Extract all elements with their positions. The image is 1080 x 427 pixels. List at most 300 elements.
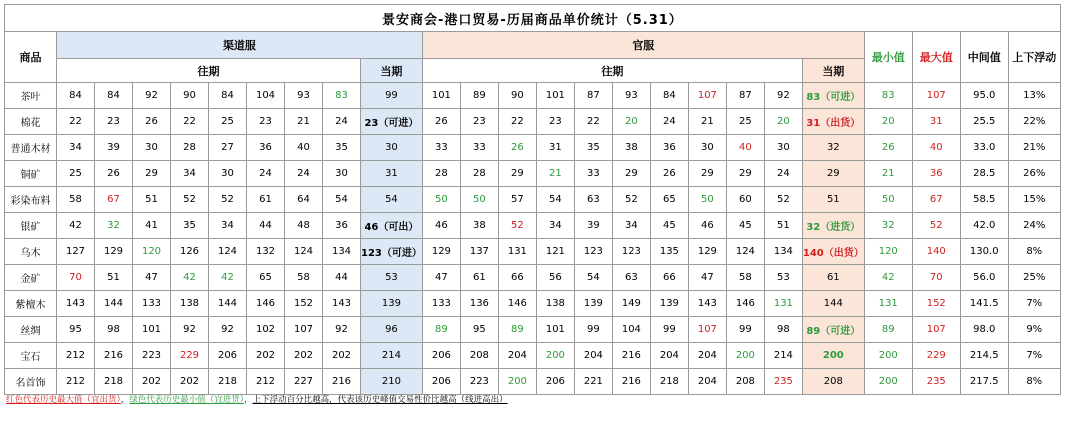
channel-current-price: 23（可进） xyxy=(361,109,423,135)
max-value-cell: 36 xyxy=(912,161,960,187)
official-past-price: 98 xyxy=(764,317,802,343)
official-past-price: 57 xyxy=(498,187,536,213)
official-past-price: 36 xyxy=(650,135,688,161)
official-current-price: 83（可进） xyxy=(802,83,864,109)
fluctuation-cell: 13% xyxy=(1008,83,1060,109)
item-name-cell: 宝石 xyxy=(5,343,57,369)
max-value-cell: 107 xyxy=(912,317,960,343)
official-past-price: 235 xyxy=(764,369,802,395)
official-past-price: 26 xyxy=(498,135,536,161)
official-current-header: 当期 xyxy=(802,59,864,83)
channel-server-header: 渠道服 xyxy=(57,32,423,59)
channel-past-price: 36 xyxy=(323,213,361,239)
median-value-cell: 130.0 xyxy=(960,239,1008,265)
channel-past-price: 47 xyxy=(133,265,171,291)
channel-past-price: 90 xyxy=(171,83,209,109)
channel-past-price: 42 xyxy=(171,265,209,291)
official-past-price: 40 xyxy=(726,135,764,161)
official-past-price: 95 xyxy=(460,317,498,343)
median-value-cell: 25.5 xyxy=(960,109,1008,135)
channel-past-price: 24 xyxy=(285,161,323,187)
fluctuation-cell: 8% xyxy=(1008,369,1060,395)
channel-current-price: 123（可进） xyxy=(361,239,423,265)
channel-past-price: 61 xyxy=(247,187,285,213)
min-value-cell: 200 xyxy=(864,343,912,369)
channel-past-price: 67 xyxy=(95,187,133,213)
official-past-price: 136 xyxy=(460,291,498,317)
official-past-price: 146 xyxy=(726,291,764,317)
official-past-price: 58 xyxy=(726,265,764,291)
channel-past-price: 98 xyxy=(95,317,133,343)
max-value-cell: 140 xyxy=(912,239,960,265)
channel-past-price: 101 xyxy=(133,317,171,343)
official-past-price: 218 xyxy=(650,369,688,395)
official-past-price: 28 xyxy=(422,161,460,187)
legend-red-text: 红色代表历史最大值（宜出货） xyxy=(6,395,121,405)
official-past-price: 208 xyxy=(460,343,498,369)
channel-past-price: 30 xyxy=(323,161,361,187)
official-past-price: 20 xyxy=(764,109,802,135)
channel-past-price: 129 xyxy=(95,239,133,265)
channel-past-price: 138 xyxy=(171,291,209,317)
item-name-cell: 银矿 xyxy=(5,213,57,239)
legend-black-text: 上下浮动百分比越高，代表该历史峰值交易性价比越高（线进高出） xyxy=(252,395,508,405)
channel-past-price: 21 xyxy=(285,109,323,135)
channel-past-price: 212 xyxy=(57,369,95,395)
official-past-price: 123 xyxy=(612,239,650,265)
official-past-price: 63 xyxy=(574,187,612,213)
official-past-price: 146 xyxy=(498,291,536,317)
official-past-price: 134 xyxy=(764,239,802,265)
table-row xyxy=(5,109,1061,135)
official-past-price: 61 xyxy=(460,265,498,291)
official-past-price: 34 xyxy=(612,213,650,239)
official-past-price: 107 xyxy=(688,317,726,343)
fluctuation-cell: 25% xyxy=(1008,265,1060,291)
legend-separator: ， xyxy=(120,395,130,405)
table-row xyxy=(5,187,1061,213)
official-past-price: 33 xyxy=(460,135,498,161)
channel-past-price: 124 xyxy=(285,239,323,265)
channel-past-price: 24 xyxy=(323,109,361,135)
channel-past-price: 42 xyxy=(57,213,95,239)
official-past-price: 99 xyxy=(726,317,764,343)
median-header: 中间值 xyxy=(960,32,1008,83)
official-past-price: 52 xyxy=(612,187,650,213)
official-current-price: 200 xyxy=(802,343,864,369)
official-past-price: 54 xyxy=(536,187,574,213)
channel-past-price: 92 xyxy=(171,317,209,343)
min-value-cell: 32 xyxy=(864,213,912,239)
max-value-cell: 70 xyxy=(912,265,960,291)
min-value-cell: 20 xyxy=(864,109,912,135)
channel-past-price: 51 xyxy=(95,265,133,291)
channel-past-price: 216 xyxy=(95,343,133,369)
channel-past-price: 65 xyxy=(247,265,285,291)
official-past-price: 101 xyxy=(422,83,460,109)
official-past-price: 56 xyxy=(536,265,574,291)
channel-past-price: 26 xyxy=(133,109,171,135)
channel-past-price: 23 xyxy=(95,109,133,135)
official-past-price: 20 xyxy=(612,109,650,135)
channel-past-price: 104 xyxy=(247,83,285,109)
channel-past-price: 36 xyxy=(247,135,285,161)
channel-past-price: 202 xyxy=(133,369,171,395)
table-row xyxy=(5,83,1061,109)
official-past-price: 46 xyxy=(688,213,726,239)
max-value-cell: 235 xyxy=(912,369,960,395)
median-value-cell: 95.0 xyxy=(960,83,1008,109)
official-past-price: 216 xyxy=(612,369,650,395)
channel-past-price: 34 xyxy=(57,135,95,161)
item-name-cell: 紫檀木 xyxy=(5,291,57,317)
channel-past-price: 120 xyxy=(133,239,171,265)
channel-past-price: 126 xyxy=(171,239,209,265)
channel-past-price: 127 xyxy=(57,239,95,265)
legend-green-text: 绿色代表历史最小值（宜进货） xyxy=(129,395,245,405)
channel-past-price: 202 xyxy=(247,343,285,369)
official-past-price: 138 xyxy=(536,291,574,317)
channel-past-price: 39 xyxy=(95,135,133,161)
official-past-price: 131 xyxy=(764,291,802,317)
item-name-cell: 彩染布料 xyxy=(5,187,57,213)
max-value-cell: 31 xyxy=(912,109,960,135)
channel-past-price: 70 xyxy=(57,265,95,291)
official-past-price: 60 xyxy=(726,187,764,213)
channel-current-price: 99 xyxy=(361,83,423,109)
channel-past-price: 134 xyxy=(323,239,361,265)
official-past-price: 204 xyxy=(688,369,726,395)
channel-past-price: 144 xyxy=(209,291,247,317)
official-past-price: 38 xyxy=(612,135,650,161)
item-name-cell: 金矿 xyxy=(5,265,57,291)
fluctuation-cell: 24% xyxy=(1008,213,1060,239)
channel-past-price: 218 xyxy=(95,369,133,395)
channel-past-price: 229 xyxy=(171,343,209,369)
official-past-price: 204 xyxy=(498,343,536,369)
channel-past-price: 206 xyxy=(209,343,247,369)
official-past-price: 137 xyxy=(460,239,498,265)
official-past-price: 30 xyxy=(688,135,726,161)
item-name-cell: 名首饰 xyxy=(5,369,57,395)
official-past-price: 30 xyxy=(764,135,802,161)
official-past-price: 21 xyxy=(688,109,726,135)
fluctuation-cell: 26% xyxy=(1008,161,1060,187)
channel-past-price: 218 xyxy=(209,369,247,395)
spreadsheet xyxy=(4,4,1061,395)
min-value-cell: 42 xyxy=(864,265,912,291)
official-past-price: 26 xyxy=(650,161,688,187)
official-past-price: 29 xyxy=(498,161,536,187)
max-value-cell: 40 xyxy=(912,135,960,161)
official-past-price: 204 xyxy=(650,343,688,369)
official-current-price: 31（出货） xyxy=(802,109,864,135)
official-current-price: 32（进货） xyxy=(802,213,864,239)
channel-past-price: 102 xyxy=(247,317,285,343)
channel-past-price: 92 xyxy=(209,317,247,343)
channel-current-price: 210 xyxy=(361,369,423,395)
official-past-price: 87 xyxy=(574,83,612,109)
official-past-price: 52 xyxy=(764,187,802,213)
official-past-price: 139 xyxy=(574,291,612,317)
official-current-price: 208 xyxy=(802,369,864,395)
official-past-price: 29 xyxy=(726,161,764,187)
min-value-cell: 21 xyxy=(864,161,912,187)
channel-past-price: 22 xyxy=(57,109,95,135)
median-value-cell: 141.5 xyxy=(960,291,1008,317)
channel-past-price: 30 xyxy=(209,161,247,187)
official-past-price: 45 xyxy=(650,213,688,239)
channel-current-price: 214 xyxy=(361,343,423,369)
channel-past-price: 216 xyxy=(323,369,361,395)
min-value-cell: 89 xyxy=(864,317,912,343)
channel-current-price: 96 xyxy=(361,317,423,343)
official-past-price: 131 xyxy=(498,239,536,265)
official-current-price: 89（可进） xyxy=(802,317,864,343)
channel-past-price: 212 xyxy=(57,343,95,369)
official-server-header: 官服 xyxy=(422,32,864,59)
official-past-price: 89 xyxy=(422,317,460,343)
official-past-header: 往期 xyxy=(422,59,802,83)
min-value-cell: 50 xyxy=(864,187,912,213)
channel-past-price: 95 xyxy=(57,317,95,343)
max-value-cell: 152 xyxy=(912,291,960,317)
official-past-price: 87 xyxy=(726,83,764,109)
channel-past-price: 52 xyxy=(209,187,247,213)
channel-past-price: 40 xyxy=(285,135,323,161)
fluctuation-cell: 21% xyxy=(1008,135,1060,161)
channel-past-price: 152 xyxy=(285,291,323,317)
official-past-price: 200 xyxy=(536,343,574,369)
official-past-price: 107 xyxy=(688,83,726,109)
channel-past-price: 32 xyxy=(95,213,133,239)
channel-past-price: 28 xyxy=(171,135,209,161)
official-past-price: 208 xyxy=(726,369,764,395)
median-value-cell: 56.0 xyxy=(960,265,1008,291)
channel-past-price: 202 xyxy=(323,343,361,369)
official-past-price: 139 xyxy=(650,291,688,317)
official-past-price: 123 xyxy=(574,239,612,265)
channel-past-price: 84 xyxy=(209,83,247,109)
official-past-price: 26 xyxy=(422,109,460,135)
official-past-price: 47 xyxy=(688,265,726,291)
channel-past-price: 41 xyxy=(133,213,171,239)
channel-past-price: 35 xyxy=(323,135,361,161)
channel-past-price: 29 xyxy=(133,161,171,187)
official-past-price: 133 xyxy=(422,291,460,317)
official-past-price: 35 xyxy=(574,135,612,161)
channel-past-price: 227 xyxy=(285,369,323,395)
official-past-price: 50 xyxy=(460,187,498,213)
channel-past-price: 212 xyxy=(247,369,285,395)
official-current-price: 140（出货） xyxy=(802,239,864,265)
official-past-price: 84 xyxy=(650,83,688,109)
official-past-price: 53 xyxy=(764,265,802,291)
official-past-price: 200 xyxy=(498,369,536,395)
table-row xyxy=(5,369,1061,395)
median-value-cell: 98.0 xyxy=(960,317,1008,343)
table-row xyxy=(5,291,1061,317)
official-past-price: 204 xyxy=(688,343,726,369)
channel-current-price: 46（可出） xyxy=(361,213,423,239)
channel-current-price: 54 xyxy=(361,187,423,213)
channel-past-price: 107 xyxy=(285,317,323,343)
max-value-cell: 229 xyxy=(912,343,960,369)
official-past-price: 89 xyxy=(498,317,536,343)
channel-past-price: 202 xyxy=(285,343,323,369)
channel-past-price: 24 xyxy=(247,161,285,187)
official-past-price: 149 xyxy=(612,291,650,317)
channel-past-price: 202 xyxy=(171,369,209,395)
channel-past-price: 93 xyxy=(285,83,323,109)
fluctuation-cell: 22% xyxy=(1008,109,1060,135)
fluctuation-cell: 7% xyxy=(1008,343,1060,369)
channel-past-price: 44 xyxy=(323,265,361,291)
official-past-price: 21 xyxy=(536,161,574,187)
channel-past-price: 35 xyxy=(171,213,209,239)
median-value-cell: 33.0 xyxy=(960,135,1008,161)
channel-past-price: 27 xyxy=(209,135,247,161)
channel-current-price: 30 xyxy=(361,135,423,161)
official-past-price: 23 xyxy=(460,109,498,135)
channel-past-price: 25 xyxy=(57,161,95,187)
channel-past-price: 84 xyxy=(57,83,95,109)
channel-past-price: 54 xyxy=(323,187,361,213)
item-name-cell: 茶叶 xyxy=(5,83,57,109)
official-past-price: 33 xyxy=(574,161,612,187)
channel-past-price: 223 xyxy=(133,343,171,369)
official-past-price: 45 xyxy=(726,213,764,239)
official-past-price: 47 xyxy=(422,265,460,291)
min-header: 最小值 xyxy=(864,32,912,83)
official-past-price: 101 xyxy=(536,83,574,109)
channel-past-price: 34 xyxy=(171,161,209,187)
official-past-price: 66 xyxy=(650,265,688,291)
official-current-price: 29 xyxy=(802,161,864,187)
channel-past-price: 42 xyxy=(209,265,247,291)
price-table xyxy=(4,4,1061,395)
official-past-price: 66 xyxy=(498,265,536,291)
channel-past-price: 48 xyxy=(285,213,323,239)
official-past-price: 22 xyxy=(498,109,536,135)
min-value-cell: 83 xyxy=(864,83,912,109)
official-past-price: 206 xyxy=(422,369,460,395)
official-current-price: 61 xyxy=(802,265,864,291)
official-past-price: 52 xyxy=(498,213,536,239)
median-value-cell: 58.5 xyxy=(960,187,1008,213)
item-name-cell: 棉花 xyxy=(5,109,57,135)
item-name-cell: 铜矿 xyxy=(5,161,57,187)
official-past-price: 23 xyxy=(536,109,574,135)
channel-past-price: 26 xyxy=(95,161,133,187)
official-past-price: 129 xyxy=(688,239,726,265)
official-past-price: 63 xyxy=(612,265,650,291)
channel-past-price: 51 xyxy=(133,187,171,213)
official-past-price: 216 xyxy=(612,343,650,369)
median-value-cell: 214.5 xyxy=(960,343,1008,369)
table-row xyxy=(5,343,1061,369)
channel-current-price: 31 xyxy=(361,161,423,187)
channel-past-price: 44 xyxy=(247,213,285,239)
median-value-cell: 42.0 xyxy=(960,213,1008,239)
channel-past-price: 34 xyxy=(209,213,247,239)
official-past-price: 29 xyxy=(688,161,726,187)
channel-past-header: 往期 xyxy=(57,59,361,83)
official-past-price: 129 xyxy=(422,239,460,265)
max-header: 最大值 xyxy=(912,32,960,83)
table-row xyxy=(5,239,1061,265)
channel-current-header: 当期 xyxy=(361,59,423,83)
official-current-price: 51 xyxy=(802,187,864,213)
official-past-price: 90 xyxy=(498,83,536,109)
official-past-price: 223 xyxy=(460,369,498,395)
official-past-price: 214 xyxy=(764,343,802,369)
official-past-price: 93 xyxy=(612,83,650,109)
channel-past-price: 146 xyxy=(247,291,285,317)
official-past-price: 200 xyxy=(726,343,764,369)
legend-note xyxy=(6,393,508,405)
channel-past-price: 22 xyxy=(171,109,209,135)
official-past-price: 25 xyxy=(726,109,764,135)
channel-past-price: 92 xyxy=(323,317,361,343)
official-past-price: 101 xyxy=(536,317,574,343)
official-past-price: 24 xyxy=(650,109,688,135)
table-row xyxy=(5,135,1061,161)
table-row xyxy=(5,213,1061,239)
min-value-cell: 200 xyxy=(864,369,912,395)
item-name-cell: 丝绸 xyxy=(5,317,57,343)
median-value-cell: 217.5 xyxy=(960,369,1008,395)
fluctuation-cell: 9% xyxy=(1008,317,1060,343)
official-past-price: 135 xyxy=(650,239,688,265)
table-row xyxy=(5,161,1061,187)
official-past-price: 221 xyxy=(574,369,612,395)
official-past-price: 124 xyxy=(726,239,764,265)
official-past-price: 34 xyxy=(536,213,574,239)
legend-separator: ， xyxy=(244,395,253,405)
official-past-price: 50 xyxy=(422,187,460,213)
median-value-cell: 28.5 xyxy=(960,161,1008,187)
sheet-title: 景安商会-港口贸易-历届商品单价统计（5.31） xyxy=(5,5,1061,32)
official-past-price: 24 xyxy=(764,161,802,187)
channel-past-price: 52 xyxy=(171,187,209,213)
official-past-price: 104 xyxy=(612,317,650,343)
official-current-price: 32 xyxy=(802,135,864,161)
channel-past-price: 124 xyxy=(209,239,247,265)
channel-past-price: 133 xyxy=(133,291,171,317)
min-value-cell: 120 xyxy=(864,239,912,265)
official-past-price: 121 xyxy=(536,239,574,265)
official-past-price: 206 xyxy=(422,343,460,369)
official-past-price: 38 xyxy=(460,213,498,239)
fluctuation-cell: 7% xyxy=(1008,291,1060,317)
fluctuation-cell: 8% xyxy=(1008,239,1060,265)
official-past-price: 143 xyxy=(688,291,726,317)
channel-past-price: 92 xyxy=(133,83,171,109)
channel-past-price: 132 xyxy=(247,239,285,265)
official-past-price: 50 xyxy=(688,187,726,213)
channel-current-price: 53 xyxy=(361,265,423,291)
channel-past-price: 144 xyxy=(95,291,133,317)
official-past-price: 54 xyxy=(574,265,612,291)
table-row xyxy=(5,317,1061,343)
official-current-price: 144 xyxy=(802,291,864,317)
fluctuation-header: 上下浮动 xyxy=(1008,32,1060,83)
min-value-cell: 26 xyxy=(864,135,912,161)
official-past-price: 31 xyxy=(536,135,574,161)
official-past-price: 51 xyxy=(764,213,802,239)
official-past-price: 89 xyxy=(460,83,498,109)
